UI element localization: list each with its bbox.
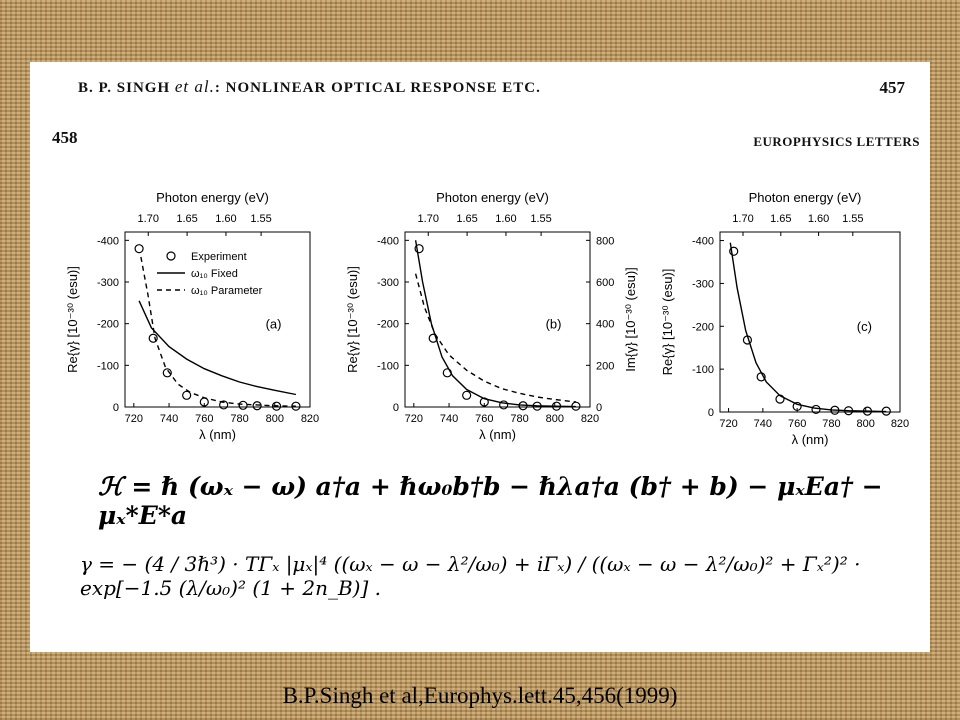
- y-tick-label: -100: [691, 364, 714, 377]
- citation: B.P.Singh et al,Europhys.lett.45,456(1999): [282, 683, 678, 708]
- y2-axis-label: Im{γ} [10⁻³⁰ (esu)]: [623, 267, 638, 372]
- y2-tick-label: 400: [596, 318, 615, 331]
- figure-panels: [30, 62, 930, 472]
- y-axis-label: Re{γ} [10⁻³⁰ (esu)]: [65, 266, 80, 373]
- y-tick-label: -200: [96, 318, 119, 331]
- x-tick-label: 820: [300, 413, 320, 425]
- y-axis-label: Re{γ} [10⁻³⁰ (esu)]: [660, 268, 675, 376]
- x-tick-label: 820: [580, 413, 600, 425]
- y-axis-label: Re{γ} [10⁻³⁰ (esu)]: [345, 266, 360, 373]
- panel-label: (a): [265, 316, 282, 332]
- plot-frame: [720, 232, 900, 412]
- y-tick-label: -200: [691, 321, 714, 334]
- top-tick-label: 1.60: [495, 213, 517, 225]
- x-tick-label: 800: [545, 413, 564, 425]
- x-tick-label: 760: [195, 413, 214, 425]
- x-axis-label: λ (nm): [791, 432, 829, 447]
- x-tick-label: 780: [230, 413, 249, 425]
- top-axis-label: Photon energy (eV): [156, 190, 269, 205]
- top-tick-label: 1.55: [842, 213, 864, 225]
- x-tick-label: 720: [124, 413, 143, 425]
- legend-entry: ω₁₀ Parameter: [191, 285, 263, 297]
- top-tick-label: 1.60: [215, 213, 237, 225]
- legend: [157, 251, 263, 297]
- journal-name: EUROPHYSICS LETTERS: [753, 134, 920, 149]
- y-tick-label: -400: [691, 235, 714, 248]
- top-tick-label: 1.55: [250, 213, 272, 225]
- running-head-title: : NONLINEAR OPTICAL RESPONSE ETC.: [214, 80, 541, 96]
- x-tick-label: 720: [719, 418, 738, 430]
- x-tick-label: 780: [510, 413, 529, 425]
- y-tick-label: -200: [376, 318, 399, 331]
- y-tick-label: -300: [96, 277, 119, 289]
- y2-tick-label: 200: [596, 360, 615, 373]
- x-tick-label: 740: [159, 413, 179, 425]
- legend-marker-circle: [167, 252, 175, 260]
- y-tick-label: 0: [707, 407, 714, 419]
- legend-entry: ω₁₀ Fixed: [191, 268, 238, 280]
- y-tick-label: 0: [392, 402, 399, 414]
- x-tick-label: 760: [475, 413, 494, 425]
- y-tick-label: -400: [376, 235, 399, 248]
- paper-excerpt: [30, 62, 930, 652]
- chart-panel-3: [660, 190, 909, 447]
- chart-panel-2: [345, 190, 638, 442]
- experiment-point: [463, 391, 471, 399]
- running-head-etal: et al.: [174, 77, 215, 96]
- y-tick-label: -100: [96, 360, 119, 373]
- experiment-point: [253, 402, 261, 410]
- y2-tick-label: 0: [596, 402, 603, 414]
- top-tick-label: 1.70: [137, 213, 159, 225]
- series-line: [416, 274, 576, 402]
- experiment-point: [239, 401, 247, 409]
- plot-frame: [405, 232, 590, 407]
- y-tick-label: -100: [376, 360, 399, 373]
- x-tick-label: 800: [856, 418, 875, 430]
- page-number-457: 457: [879, 78, 905, 97]
- series-line: [139, 301, 296, 395]
- y-tick-label: -400: [96, 235, 119, 248]
- x-tick-label: 820: [890, 418, 910, 430]
- top-tick-label: 1.65: [770, 213, 792, 225]
- y-tick-label: -300: [691, 278, 714, 291]
- hamiltonian-equation: ℋ = ℏ (ωₓ − ω) a†a + ℏω₀b†b − ℏλa†a (b† + b) − μₓEa† − μₓ*E*a: [98, 472, 883, 530]
- x-tick-label: 760: [787, 418, 807, 430]
- x-tick-label: 740: [439, 413, 459, 425]
- top-tick-label: 1.70: [417, 213, 439, 225]
- top-tick-label: 1.70: [732, 213, 754, 225]
- page-number-458: 458: [52, 128, 78, 147]
- y2-tick-label: 600: [596, 277, 615, 289]
- chart-panel-1: [65, 190, 319, 442]
- x-tick-label: 800: [265, 413, 284, 425]
- top-tick-label: 1.60: [807, 213, 830, 225]
- x-axis-label: λ (nm): [479, 427, 516, 442]
- top-tick-label: 1.55: [530, 213, 552, 225]
- experiment-point: [135, 245, 143, 253]
- panel-label: (c): [856, 319, 872, 334]
- top-tick-label: 1.65: [176, 213, 198, 225]
- x-tick-label: 780: [822, 418, 841, 430]
- legend-entry: Experiment: [191, 251, 247, 263]
- top-tick-label: 1.65: [456, 213, 478, 225]
- gamma-equation: γ = − (4 / 3ℏ³) · TΓₓ |μₓ|⁴ ((ωₓ − ω − λ²/ω₀) + iΓₓ) / ((ωₓ − ω − λ²/ω₀)² + Γₓ²)² · exp[−1.5 (λ/ω₀)² (1 + 2n_B)] .: [80, 552, 861, 600]
- panel-label: (b): [545, 316, 562, 332]
- y-tick-label: 0: [112, 402, 119, 414]
- x-axis-label: λ (nm): [199, 427, 236, 442]
- x-tick-label: 740: [753, 418, 773, 430]
- y2-tick-label: 800: [596, 235, 615, 248]
- y-tick-label: -300: [376, 277, 399, 289]
- top-axis-label: Photon energy (eV): [748, 190, 862, 205]
- x-tick-label: 720: [404, 413, 423, 425]
- top-axis-label: Photon energy (eV): [436, 190, 549, 205]
- running-head-author: B. P. SINGH: [78, 80, 171, 96]
